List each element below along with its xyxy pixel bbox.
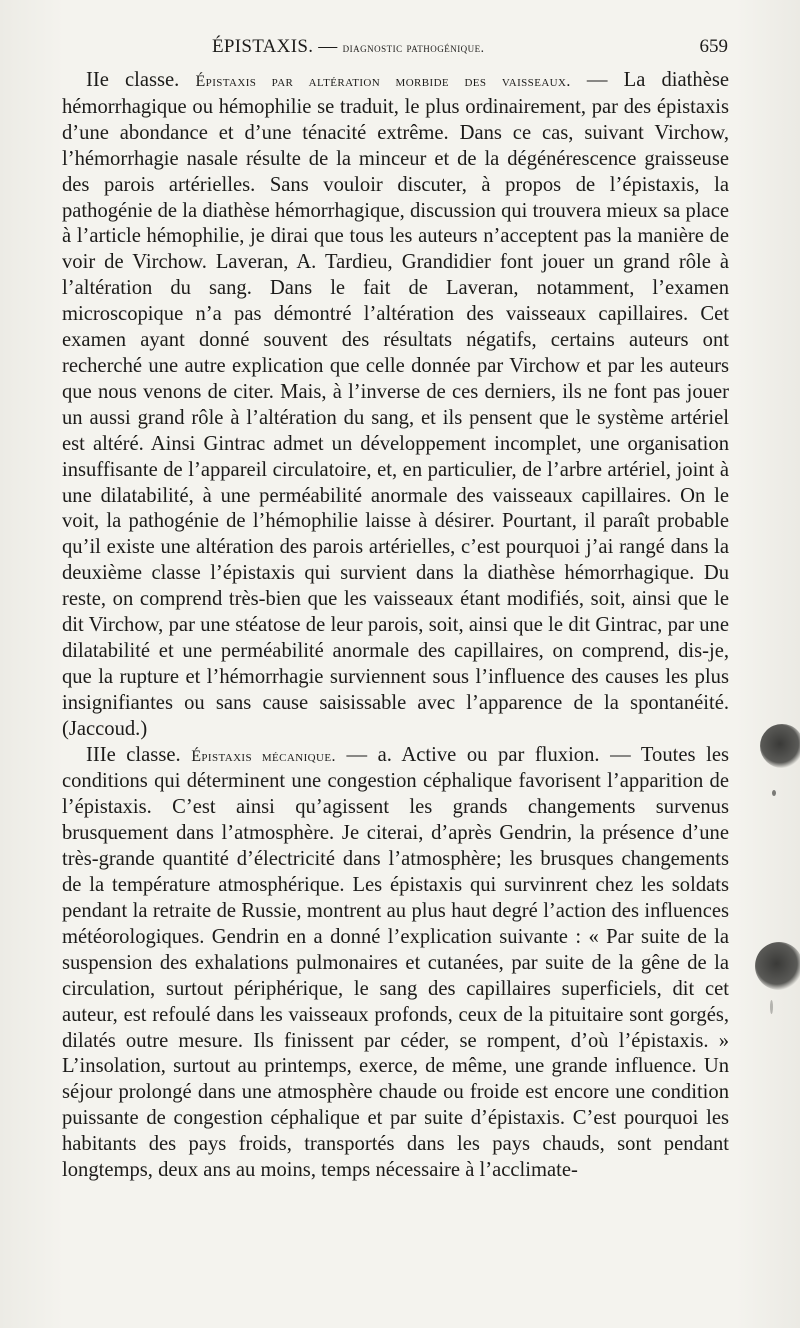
section-heading-small-caps: Épistaxis mécanique. — [191, 747, 336, 765]
paragraph-body: — La diathèse hémorrhagique ou hémophilie se traduit, le plus ordinairement, par des épistaxis d’une abondance et d’une ténacité extrême. Dans ce cas, suivant Virchow, l’hémorrhagie nasale résulte de la minceur et de la dégénérescence graisseuse des parois artérielles. Sans vouloir discuter, à propos de l’épistaxis, la pathogénie de la diathèse hémorrhagique, discussion qui trouvera mieux sa place à l’article hémophilie, je dirai que tous les auteurs n’acceptent pas la manière de voir de Virchow. Laveran, A. Tardieu, Grandidier font jouer un grand rôle à l’altération du sang. Dans le fait de Laveran, notamment, l’examen microscopique n’a pas démontré l’altération des vaisseaux capillaires. Cet examen ayant donné souvent des résultats négatifs, certains auteurs ont recherché une autre explication que celle donnée par Virchow et par les auteurs que nous venons de citer. Mais, à l’inverse de ces derniers, ils ne font pas jouer un aussi grand rôle à l’altération du sang, et ils pensent que le système artériel est altéré. Ainsi Gintrac admet un développement incomplet, une organisation insuffisante de l’appareil circulatoire, et, en particulier, de l’arbre artériel, joint à une dilatabilité, à une perméabilité anormale des vaisseaux capillaires. On le voit, la pathogénie de l’hémophilie laisse à désirer. Pourtant, il paraît probable qu’il existe une altération des parois artérielles, c’est pourquoi j’ai rangé dans la deuxième classe l’épistaxis qui survient dans la diathèse hémorrhagique. Du reste, on comprend très-bien que les vaisseaux étant modifiés, soit, ainsi que le dit Virchow, par une stéatose de leur parois, soit, ainsi que le dit Gintrac, par une dilatabilité et une perméabilité anormale des capillaires, on comprend, dis-je, que la rupture et l’hémorrhagie surviennent sous l’influence des causes les plus insignifiantes ou sans cause saisissable avec l’apparence de la spontanéité. (Jaccoud.) — [62, 69, 729, 740]
ink-blot-mark — [760, 724, 800, 768]
paragraph-lead: IIIe classe. — [86, 743, 192, 766]
paper-speck — [770, 1000, 773, 1014]
paper-speck — [772, 790, 776, 796]
running-title-main: ÉPISTAXIS. — — [212, 36, 343, 57]
page-number: 659 — [699, 36, 728, 57]
paragraph-body: — a. Active ou par fluxion. — Toutes les conditions qui déterminent une congestion céphalique favorisent l’apparition de l’épistaxis. C’est ainsi qu’agissent les grands changements survenus brusquement dans l’atmosphère. Je citerai, d’après Gendrin, la présence d’une très-grande quantité d’électricité dans l’atmosphère; les brusques changements de la température atmosphérique. Les épistaxis qui survinrent chez les soldats pendant la retraite de Russie, montrent au plus haut degré l’action des influences météorologiques. Gendrin en a donné l’explication suivante : « Par suite de la suspension des exhalations pulmonaires et cutanées, par suite de la gêne de la circulation, surtout périphérique, le sang des capillaires superficiels, dit cet auteur, est refoulé dans les vaisseaux profonds, ceux de la pituitaire sont gorgés, dilatés outre mesure. Ils finissent par céder, se rompent, d’où l’épistaxis. » L’insolation, surtout au printemps, exerce, de même, une grande influence. Un séjour prolongé dans une atmosphère chaude ou froide est encore une condition puissante de congestion céphalique et par suite d’épistaxis. C’est pourquoi les habitants des pays froids, transportés dans les pays chauds, sont pendant longtemps, deux ans au moins, temps nécessaire à l’acclimate- — [62, 743, 729, 1182]
running-title-subtitle: diagnostic pathogénique. — [342, 40, 485, 55]
running-header — [62, 36, 728, 64]
ink-blot-mark — [755, 942, 800, 990]
paragraph-lead: IIe classe. — [86, 69, 196, 91]
running-title — [212, 36, 485, 58]
section-heading-small-caps: Épistaxis par altération morbide des vaisseaux. — [195, 73, 571, 90]
paragraph-class-iii — [62, 743, 729, 1184]
paragraph-class-ii — [62, 68, 729, 743]
body-text — [62, 68, 729, 1184]
